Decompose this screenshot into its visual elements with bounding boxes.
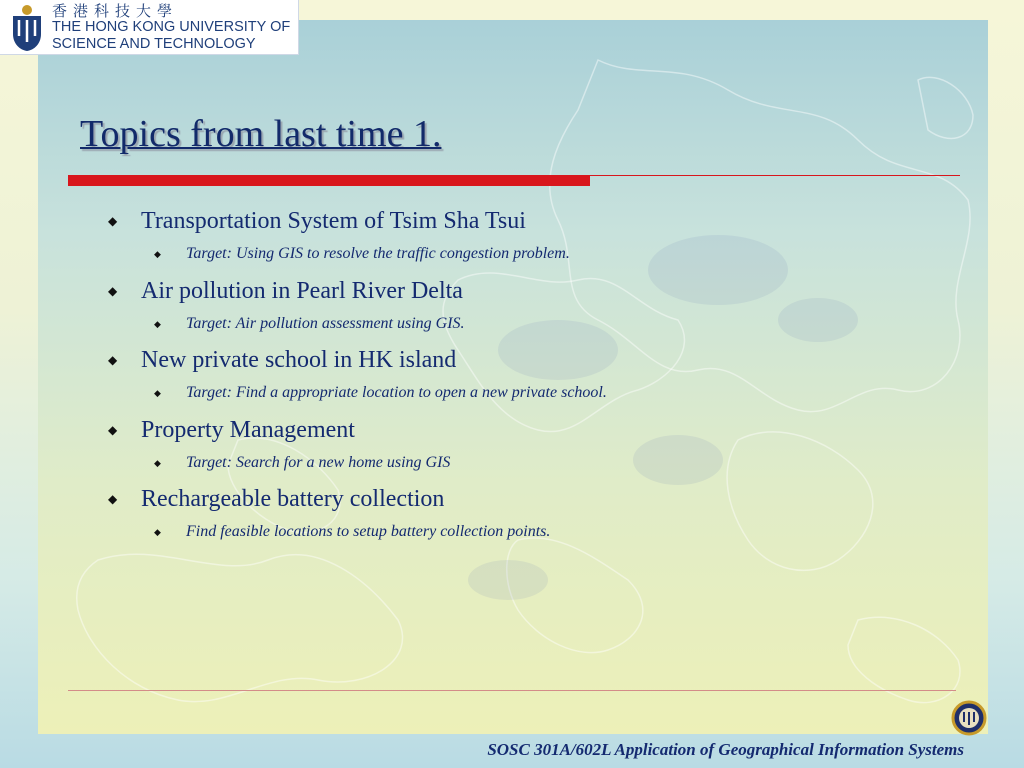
list-item-label: Air pollution in Pearl River Delta — [141, 278, 463, 304]
footer-divider — [68, 690, 956, 691]
diamond-bullet-icon: ◆ — [108, 353, 118, 367]
university-logo — [0, 0, 299, 55]
list-item-sub-label: Target: Using GIS to resolve the traffic congestion problem. — [186, 245, 570, 262]
diamond-bullet-icon: ◆ — [108, 284, 118, 298]
diamond-bullet-icon: ◆ — [108, 423, 118, 437]
list-item-label: Transportation System of Tsim Sha Tsui — [141, 208, 526, 234]
title-accent-bar — [68, 175, 590, 186]
title-accent-line — [590, 175, 960, 176]
list-item-label: New private school in HK island — [141, 347, 457, 373]
logo-english-name-line1: THE HONG KONG UNIVERSITY OF — [52, 19, 291, 35]
diamond-bullet-icon: ◆ — [108, 214, 118, 228]
logo-chinese-name: 香港科技大學 — [52, 3, 179, 20]
diamond-bullet-icon: ◆ — [154, 527, 161, 537]
list-item-sub-label: Find feasible locations to setup battery collection points. — [186, 523, 551, 540]
diamond-bullet-icon: ◆ — [154, 388, 161, 398]
list-item-sub-label: Target: Search for a new home using GIS — [186, 454, 451, 471]
list-item-sub-label: Target: Air pollution assessment using GIS. — [186, 315, 465, 332]
diamond-bullet-icon: ◆ — [154, 249, 161, 259]
logo-english-name-line2: SCIENCE AND TECHNOLOGY — [52, 36, 256, 52]
list-item-sub-label: Target: Find a appropriate location to open a new private school. — [186, 384, 607, 401]
list-item-label: Property Management — [141, 417, 355, 443]
diamond-bullet-icon: ◆ — [108, 492, 118, 506]
university-emblem-icon — [950, 700, 988, 736]
university-crest-icon — [8, 2, 46, 52]
list-item-label: Rechargeable battery collection — [141, 486, 445, 512]
diamond-bullet-icon: ◆ — [154, 319, 161, 329]
slide-title: Topics from last time 1. — [80, 113, 442, 155]
diamond-bullet-icon: ◆ — [154, 458, 161, 468]
course-footer: SOSC 301A/602L Application of Geographical Information Systems — [487, 740, 964, 759]
